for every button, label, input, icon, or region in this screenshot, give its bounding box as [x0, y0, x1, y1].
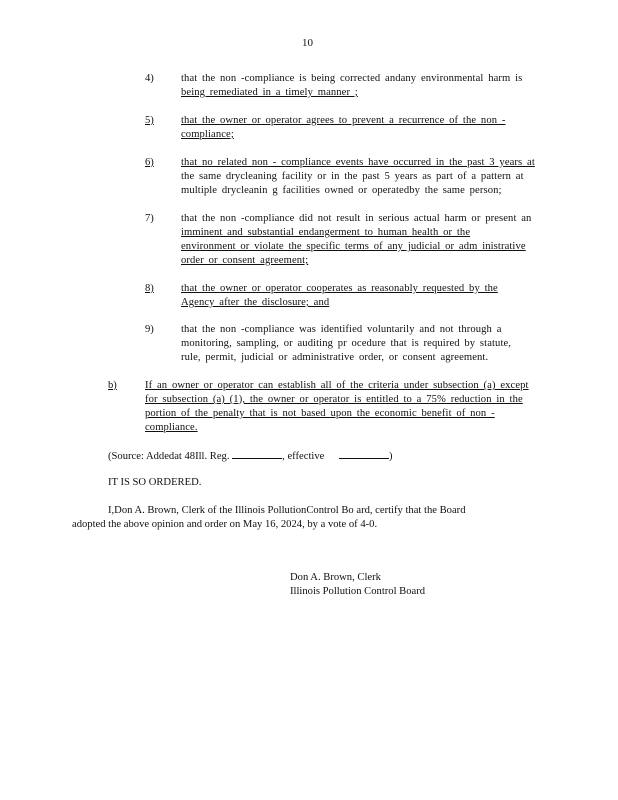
item-number: 8) [145, 283, 154, 294]
page-number: 10 [302, 37, 313, 49]
source-blank-2 [339, 449, 389, 459]
ordered-statement: IT IS SO ORDERED. [108, 477, 202, 488]
signature-org: Illinois Pollution Control Board [290, 586, 426, 597]
subsection-b-line: portion of the penalty that is not based upon the economic benefit of non - [145, 408, 495, 419]
subsection-b-line: compliance. [145, 422, 198, 433]
subsection-b-label: b) [108, 380, 117, 391]
certification-line-1: I,Don A. Brown, Clerk of the Illinois PollutionControl Bo ard, certify that the Board [108, 505, 466, 516]
source-note [108, 449, 393, 462]
source-prefix: (Source: Addedat 48Ill. Reg. [108, 451, 230, 462]
certification-line-2: adopted the above opinion and order on May 16, 2024, by a vote of 4-0. [72, 519, 378, 530]
item-number: 5) [145, 115, 154, 126]
signature-name: Don A. Brown, Clerk [290, 572, 381, 583]
item-line: monitoring, sampling, or auditing pr ocedure that is required by statute, [181, 338, 512, 349]
item-line: rule, permit, judicial or administrative order, or consent agreement. [181, 352, 489, 363]
item-line: imminent and substantial endangerment to human health or the [181, 227, 471, 238]
item-line: multiple drycleanin g facilities owned or operatedby the same person; [181, 185, 502, 196]
item-line: that the owner or operator cooperates as reasonably requested by the [181, 283, 498, 294]
source-suffix: ) [388, 451, 393, 462]
subsection-b-line: If an owner or operator can establish all of the criteria under subsection (a) except [145, 380, 529, 391]
item-line: environment or violate the specific terms of any judicial or adm inistrative [181, 241, 526, 252]
item-number: 9) [145, 324, 154, 335]
item-line: Agency after the disclosure; and [181, 297, 330, 308]
source-blank-1 [232, 449, 282, 459]
item-number: 4) [145, 73, 154, 84]
item-number: 6) [145, 157, 154, 168]
item-line: that the non -compliance was identified voluntarily and not through a [181, 324, 502, 335]
subsection-b-line: for subsection (a) (1), the owner or operator is entitled to a 75% reduction in the [145, 394, 523, 405]
source-middle: , effective [282, 451, 325, 462]
item-line: that the non -compliance is being corrected andany environmental harm is [181, 73, 523, 84]
item-line: the same drycleaning facility or in the past 5 years as part of a pattern at [181, 171, 524, 182]
item-line: order or consent agreement; [181, 255, 309, 266]
item-line: that no related non - compliance events have occurred in the past 3 years at [181, 157, 535, 168]
item-line: being remediated in a timely manner ; [181, 87, 358, 98]
item-line: compliance; [181, 129, 234, 140]
item-line: that the owner or operator agrees to prevent a recurrence of the non - [181, 115, 506, 126]
item-number: 7) [145, 213, 154, 224]
item-line: that the non -compliance did not result in serious actual harm or present an [181, 213, 532, 224]
